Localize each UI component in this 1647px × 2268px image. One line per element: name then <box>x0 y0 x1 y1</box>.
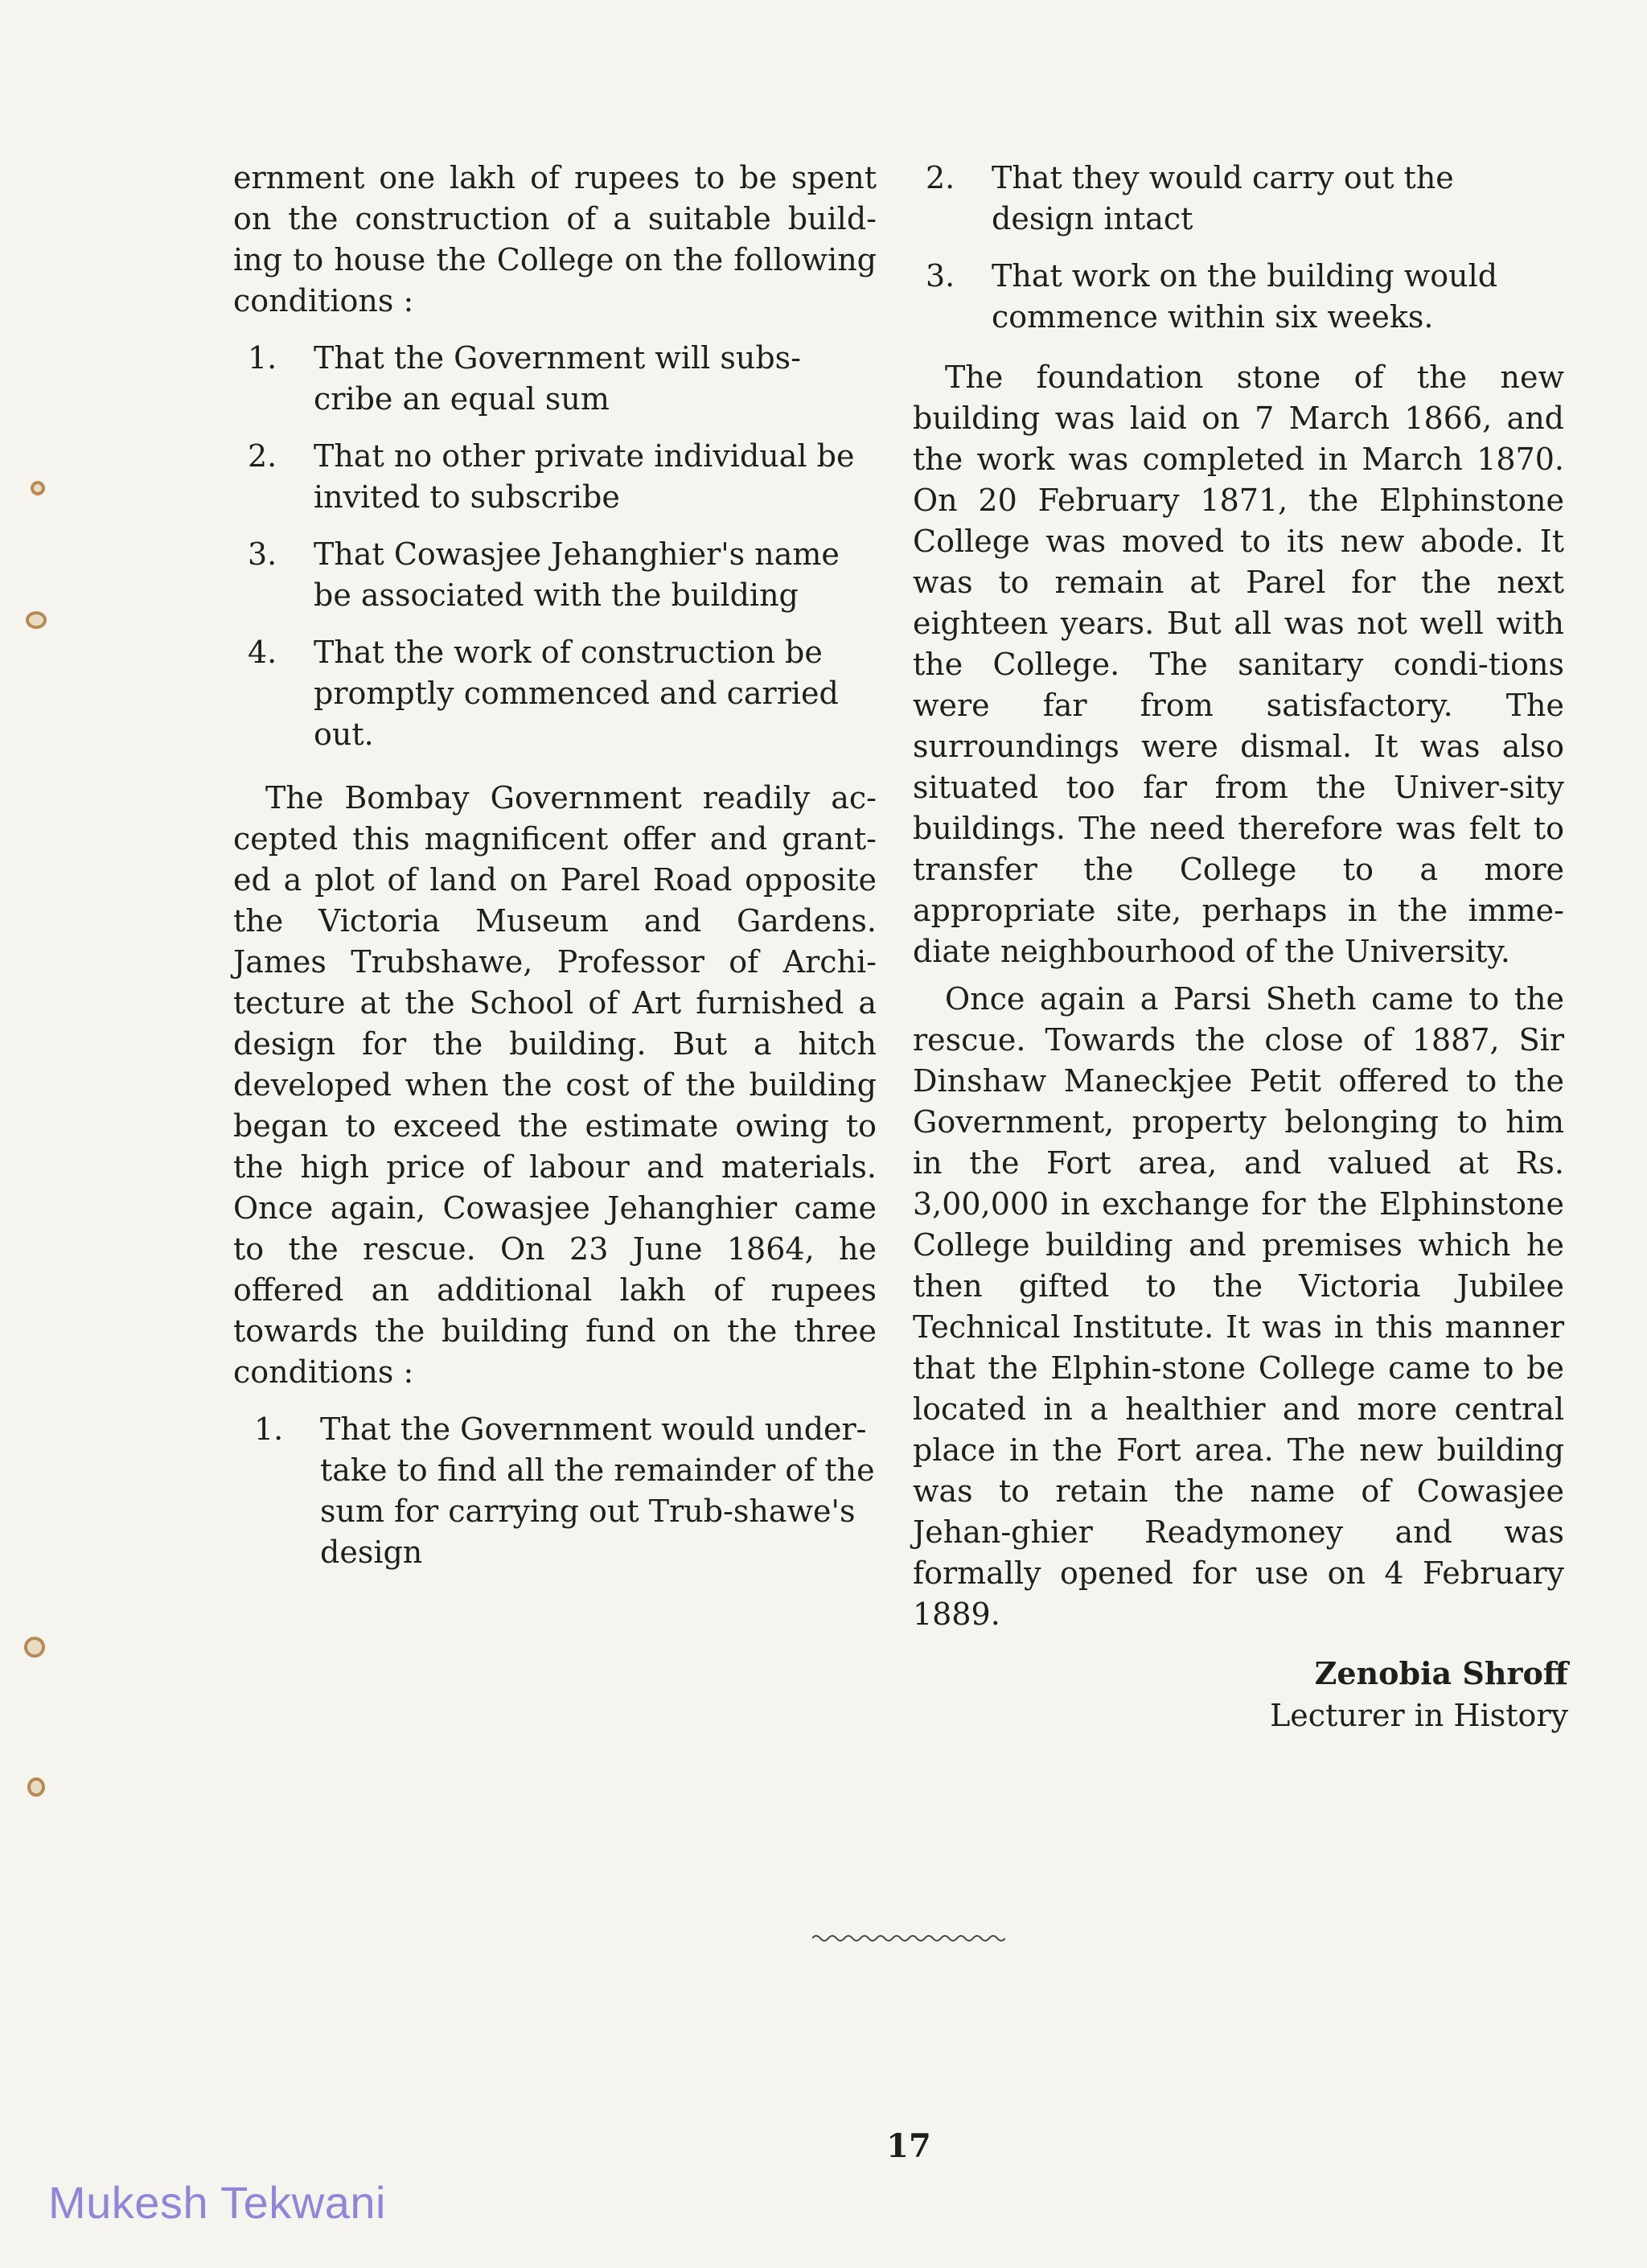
list-item-number: 3. <box>248 536 277 572</box>
list-item-text: That no other private individual be invited to subscribe <box>314 438 855 515</box>
list-item-number: 2. <box>248 438 277 474</box>
body-paragraph: The foundation stone of the new building was laid on 7 March 1866, and the work was completed in March 1870. On 20 February 1871, the Elphinstone College was moved to its new abode. It was to remain at Parel for the next eighteen years. But all was not well with the College. The sanitary condi-tions were far from satisfactory. The surroundings were dismal. It was also situated too far from the Univer-sity buildings. The need therefore was felt to transfer the College to a more appropriate site, perhaps in the imme-diate neighbourhood of the University. <box>913 360 1564 969</box>
wavy-divider-ornament <box>812 1932 1005 1945</box>
body-paragraph: The Bombay Government readily ac-cepted this magnificent offer and grant-ed a plot of land on Parel Road opposite the Victoria Museum and Gardens. James Trubshawe, Professor of Archi-tecture at the School of Art furnished a design for the building. But a hitch developed when the cost of the building began to exceed the estimate owing to the high price of labour and materials. Once again, Cowasjee Jehanghier came to the rescue. On 23 June 1864, he offered an additional lakh of rupees towards the building fund on the three conditions : <box>233 780 877 1390</box>
list-item <box>248 338 877 420</box>
list-item-text: That the Government will subs-cribe an equal sum <box>314 340 802 417</box>
author-title: Lecturer in History <box>1270 1698 1568 1733</box>
watermark-text: Mukesh Tekwani <box>48 2177 386 2228</box>
binder-hole-mark <box>26 611 47 629</box>
right-column <box>913 158 1564 1651</box>
list-item-text: That the work of construction be promptly commenced and carried out. <box>314 635 839 752</box>
binder-hole-mark <box>24 1637 45 1658</box>
list-item-text: That Cowasjee Jehanghier's name be associated with the building <box>314 536 840 613</box>
conditions-list-continued <box>926 158 1564 338</box>
intro-paragraph: ernment one lakh of rupees to be spent on the construction of a suitable build-ing to house the College on the following conditions : <box>233 160 877 318</box>
list-item-text: That they would carry out the design intact <box>992 160 1454 236</box>
author-signature <box>1045 1653 1568 1736</box>
list-item-number: 1. <box>254 1411 284 1447</box>
list-item <box>248 436 877 518</box>
list-item <box>926 158 1564 240</box>
list-item <box>248 632 877 755</box>
conditions-list-first <box>248 338 877 755</box>
list-item <box>248 534 877 616</box>
binder-hole-mark <box>27 1777 45 1797</box>
author-name: Zenobia Shroff <box>1314 1655 1568 1691</box>
list-item-text: That the Government would under-take to find all the remainder of the sum for carrying out Trub-shawe's design <box>320 1411 875 1570</box>
left-column <box>233 158 877 1596</box>
binder-hole-mark <box>31 481 45 495</box>
list-item-number: 3. <box>926 258 955 294</box>
list-item <box>926 256 1564 338</box>
page-number: 17 <box>886 2127 931 2165</box>
list-item-text: That work on the building would commence within six weeks. <box>992 258 1498 335</box>
list-item <box>254 1409 877 1573</box>
list-item-number: 2. <box>926 160 955 195</box>
body-paragraph: Once again a Parsi Sheth came to the rescue. Towards the close of 1887, Sir Dinshaw Maneckjee Petit offered to the Government, property belonging to him in the Fort area, and valued at Rs. 3,00,000 in exchange for the Elphinstone College building and premises which he then gifted to the Victoria Jubilee Technical Institute. It was in this manner that the Elphin-stone College came to be located in a healthier and more central place in the Fort area. The new building was to retain the name of Cowasjee Jehan-ghier Readymoney and was formally opened for use on 4 February 1889. <box>913 981 1564 1632</box>
list-item-number: 1. <box>248 340 277 376</box>
list-item-number: 4. <box>248 635 277 670</box>
conditions-list-second <box>254 1409 877 1573</box>
